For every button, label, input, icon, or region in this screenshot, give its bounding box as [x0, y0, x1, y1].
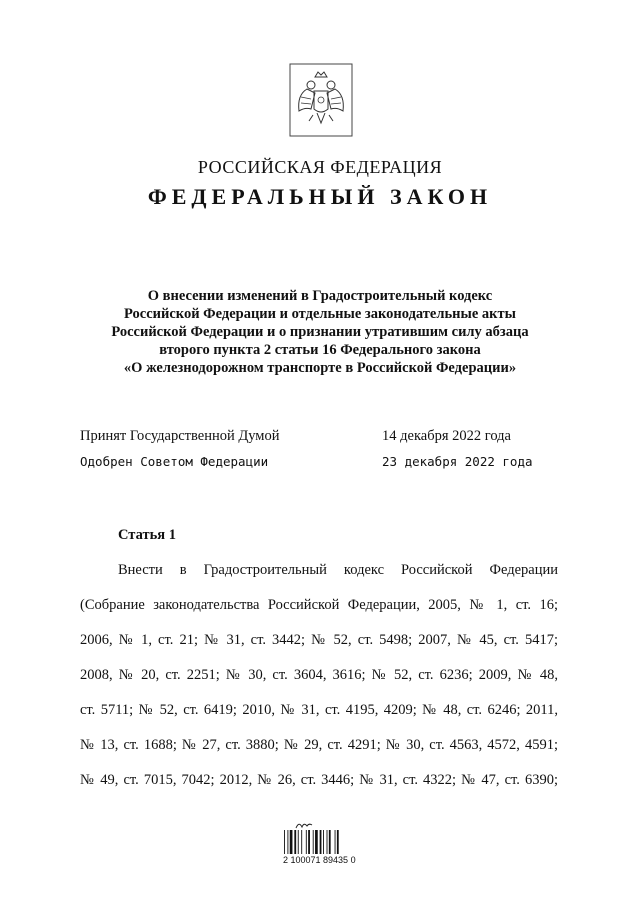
barcode-bars [283, 830, 363, 854]
article-title: Статья 1 [118, 527, 176, 543]
law-name-line: Российской Федерации и отдельные законодательные акты [124, 306, 516, 322]
barcode-bar [329, 830, 331, 854]
barcode-bar [327, 830, 328, 854]
duma-date: 14 декабря 2022 года [382, 428, 511, 444]
barcode-bar [337, 830, 339, 854]
barcode-bar [294, 830, 296, 854]
law-type-heading: ФЕДЕРАЛЬНЫЙ ЗАКОН [147, 184, 493, 209]
barcode-bar [315, 830, 318, 854]
barcode-bar [323, 830, 324, 854]
barcode [283, 820, 363, 868]
law-name-line: О внесении изменений в Градостроительный кодекс [147, 288, 493, 304]
council-date: 23 декабря 2022 года [382, 454, 533, 469]
barcode-bar [320, 830, 322, 854]
article-text-line: № 49, ст. 7015, 7042; 2012, № 26, ст. 3446; № 31, ст. 4322; № 47, ст. 6390; [80, 772, 558, 788]
council-label: Одобрен Советом Федерации [80, 454, 269, 469]
law-name-line: «О железнодорожном транспорте в Российской Федерации» [123, 360, 517, 376]
barcode-bar [335, 830, 336, 854]
barcode-bar [287, 830, 288, 854]
article-text-line: 2008, № 20, ст. 2251; № 30, ст. 3604, 3616; № 52, ст. 6236; 2009, № 48, [80, 667, 558, 683]
article-text-line: ст. 5711; № 52, ст. 6419; 2010, № 31, ст. 4195, 4209; № 48, ст. 6246; 2011, [80, 702, 558, 718]
article-text-line: (Собрание законодательства Российской Федерации, 2005, № 1, ст. 16; [80, 597, 558, 613]
barcode-bar [298, 830, 299, 854]
law-name-line: Российской Федерации и о признании утратившим силу абзаца [111, 324, 529, 340]
coat-of-arms-icon [289, 63, 353, 137]
article-text-line: № 13, ст. 1688; № 27, ст. 3880; № 29, ст. 4291; № 30, ст. 4563, 4572, 4591; [80, 737, 558, 753]
signature-mark-icon [295, 820, 313, 830]
barcode-bar [284, 830, 285, 854]
article-text-line: 2006, № 1, ст. 21; № 31, ст. 3442; № 52, ст. 5498; 2007, № 45, ст. 5417; [80, 632, 558, 648]
barcode-bar [290, 830, 293, 854]
barcode-number: 2 100071 89435 0 [283, 855, 356, 865]
barcode-bar [313, 830, 314, 854]
barcode-bar [308, 830, 310, 854]
barcode-bar [301, 830, 302, 854]
law-name-block [60, 287, 580, 377]
barcode-bar [306, 830, 307, 854]
duma-label: Принят Государственной Думой [80, 428, 280, 444]
country-heading: РОССИЙСКАЯ ФЕДЕРАЦИЯ [197, 157, 443, 177]
law-name-line: второго пункта 2 статьи 16 Федерального закона [159, 342, 481, 358]
article-text-line: Внести в Градостроительный кодекс Российской Федерации [118, 562, 558, 578]
